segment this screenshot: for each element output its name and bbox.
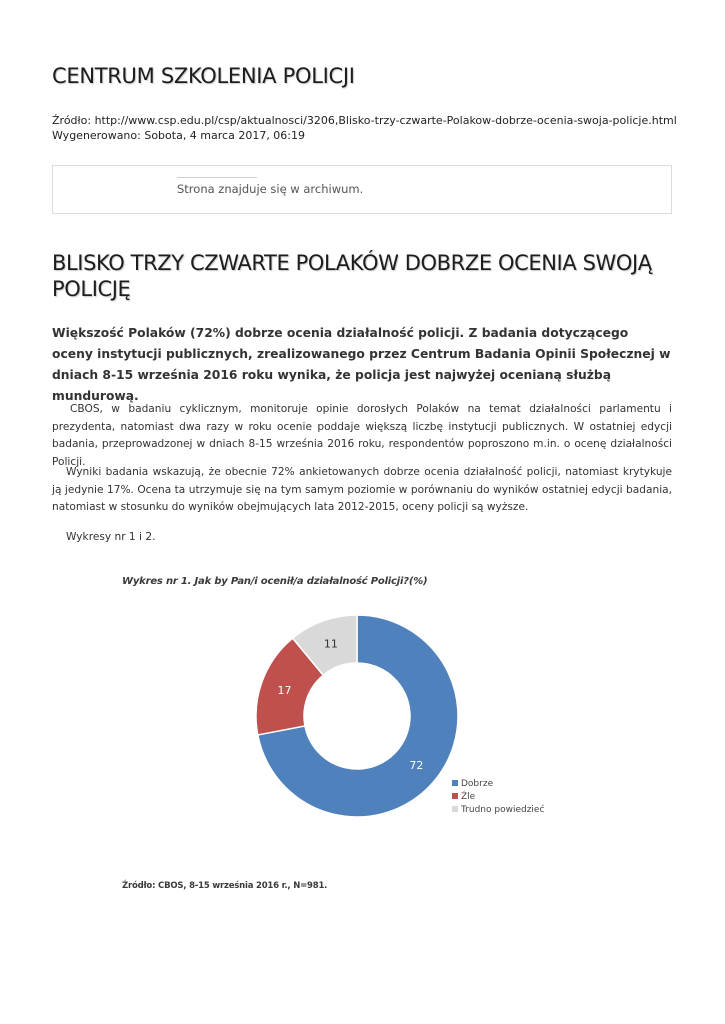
legend-swatch — [452, 806, 458, 812]
article-lead: Większość Polaków (72%) dobrze ocenia działalność policji. Z badania dotyczącego oceny instytucji publicznych, zrealizowanego przez Centrum Badania Opinii Społecznej w dniach 8-15 września 2016 roku wynika, że policja jest najwyżej ocenianą służbą mundurową. — [52, 326, 671, 403]
legend-swatch — [452, 793, 458, 799]
article-title: BLISKO TRZY CZWARTE POLAKÓW DOBRZE OCENIA SWOJĄ POLICJĘ — [52, 251, 652, 301]
legend-label: Dobrze — [461, 779, 494, 789]
site-title: CENTRUM SZKOLENIA POLICJI — [52, 64, 355, 88]
donut-data-label: 72 — [409, 759, 424, 773]
generated-date: Wygenerowano: Sobota, 4 marca 2017, 06:19 — [52, 129, 306, 142]
legend-label: Źle — [461, 792, 476, 802]
legend-label: Trudno powiedzieć — [461, 805, 545, 815]
legend-swatch — [452, 780, 458, 786]
article-paragraph: Wyniki badania wskazują, że obecnie 72% ankietowanych dobrze ocenia działalność policji, natomiast krytykuje ją jedynie 17%. Ocena ta utrzymuje się na tym samym poziomie w porównaniu do wyników ostatniej edycji badania, natomiast w stosunku do wyników obejmujących lata 2012-2015, oceny policji są wyższe. — [52, 466, 672, 513]
chart-title: Wykres nr 1. Jak by Pan/i ocenił/a działalność Policji?(%) — [122, 576, 428, 587]
document-meta — [52, 113, 677, 143]
article-paragraph: Wykresy nr 1 i 2. — [66, 531, 156, 543]
archive-notice-box — [52, 165, 672, 214]
archive-notice: Strona znajduje się w archiwum. — [177, 182, 364, 196]
donut-data-label: 11 — [323, 637, 338, 651]
source-url[interactable]: Źródło: http://www.csp.edu.pl/csp/aktualnosci/3206,Blisko-trzy-czwarte-Polakow-dobrze-ocenia-swoja-policje.html — [52, 114, 677, 127]
chart-source: Źródło: CBOS, 8-15 września 2016 r., N=981. — [122, 881, 328, 891]
article-paragraph: CBOS, w badaniu cyklicznym, monitoruje opinie dorosłych Polaków na temat działalności parlamentu i prezydenta, natomiast dwa razy w roku ocenie poddaje większą liczbę instytucji publicznych. W ostatniej edycji badania, przeprowadzonej w dniach 8-15 września 2016 roku, respondentów poproszono m.in. o ocenę działalności Policji. — [52, 403, 672, 468]
donut-chart — [230, 600, 560, 840]
archive-divider — [177, 177, 257, 178]
donut-data-label: 17 — [277, 683, 292, 697]
